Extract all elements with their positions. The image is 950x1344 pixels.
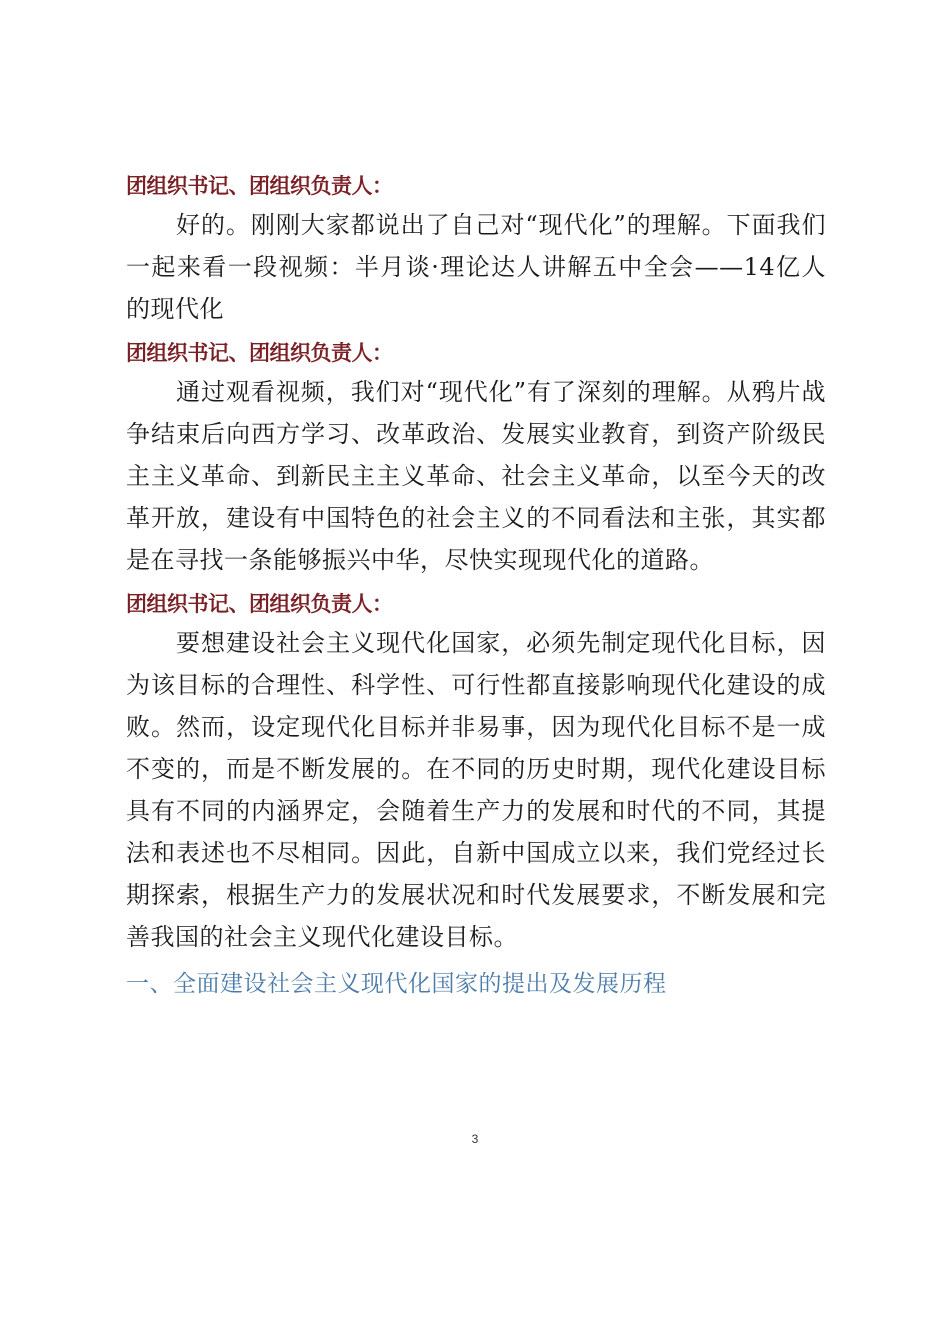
body-paragraph: 好的。刚刚大家都说出了自己对“现代化”的理解。下面我们一起来看一段视频：半月谈·理论达人讲解五中全会——14亿人的现代化 bbox=[126, 211, 826, 323]
speaker-label: 团组织书记、团组织负责人： bbox=[126, 174, 393, 198]
document-page bbox=[126, 168, 826, 1002]
body-paragraph: 通过观看视频，我们对“现代化”有了深刻的理解。从鸦片战争结束后向西方学习、改革政治、发展实业教育，到资产阶级民主主义革命、到新民主主义革命、社会主义革命，以至今天的改革开放，建设有中国特色的社会主义的不同看法和主张，其实都是在寻找一条能够振兴中华，尽快实现现代化的道路。 bbox=[126, 378, 826, 574]
section-heading: 一、全面建设社会主义现代化国家的提出及发展历程 bbox=[126, 971, 667, 997]
speaker-label: 团组织书记、团组织负责人： bbox=[126, 341, 393, 365]
speaker-label: 团组织书记、团组织负责人： bbox=[126, 592, 393, 616]
page-number: 3 bbox=[471, 1132, 479, 1146]
body-paragraph: 要想建设社会主义现代化国家，必须先制定现代化目标，因为该目标的合理性、科学性、可行性都直接影响现代化建设的成败。然而，设定现代化目标并非易事，因为现代化目标不是一成不变的，而是不断发展的。在不同的历史时期，现代化建设目标具有不同的内涵界定，会随着生产力的发展和时代的不同，其提法和表述也不尽相同。因此，自新中国成立以来，我们党经过长期探索，根据生产力的发展状况和时代发展要求，不断发展和完善我国的社会主义现代化建设目标。 bbox=[126, 629, 826, 951]
